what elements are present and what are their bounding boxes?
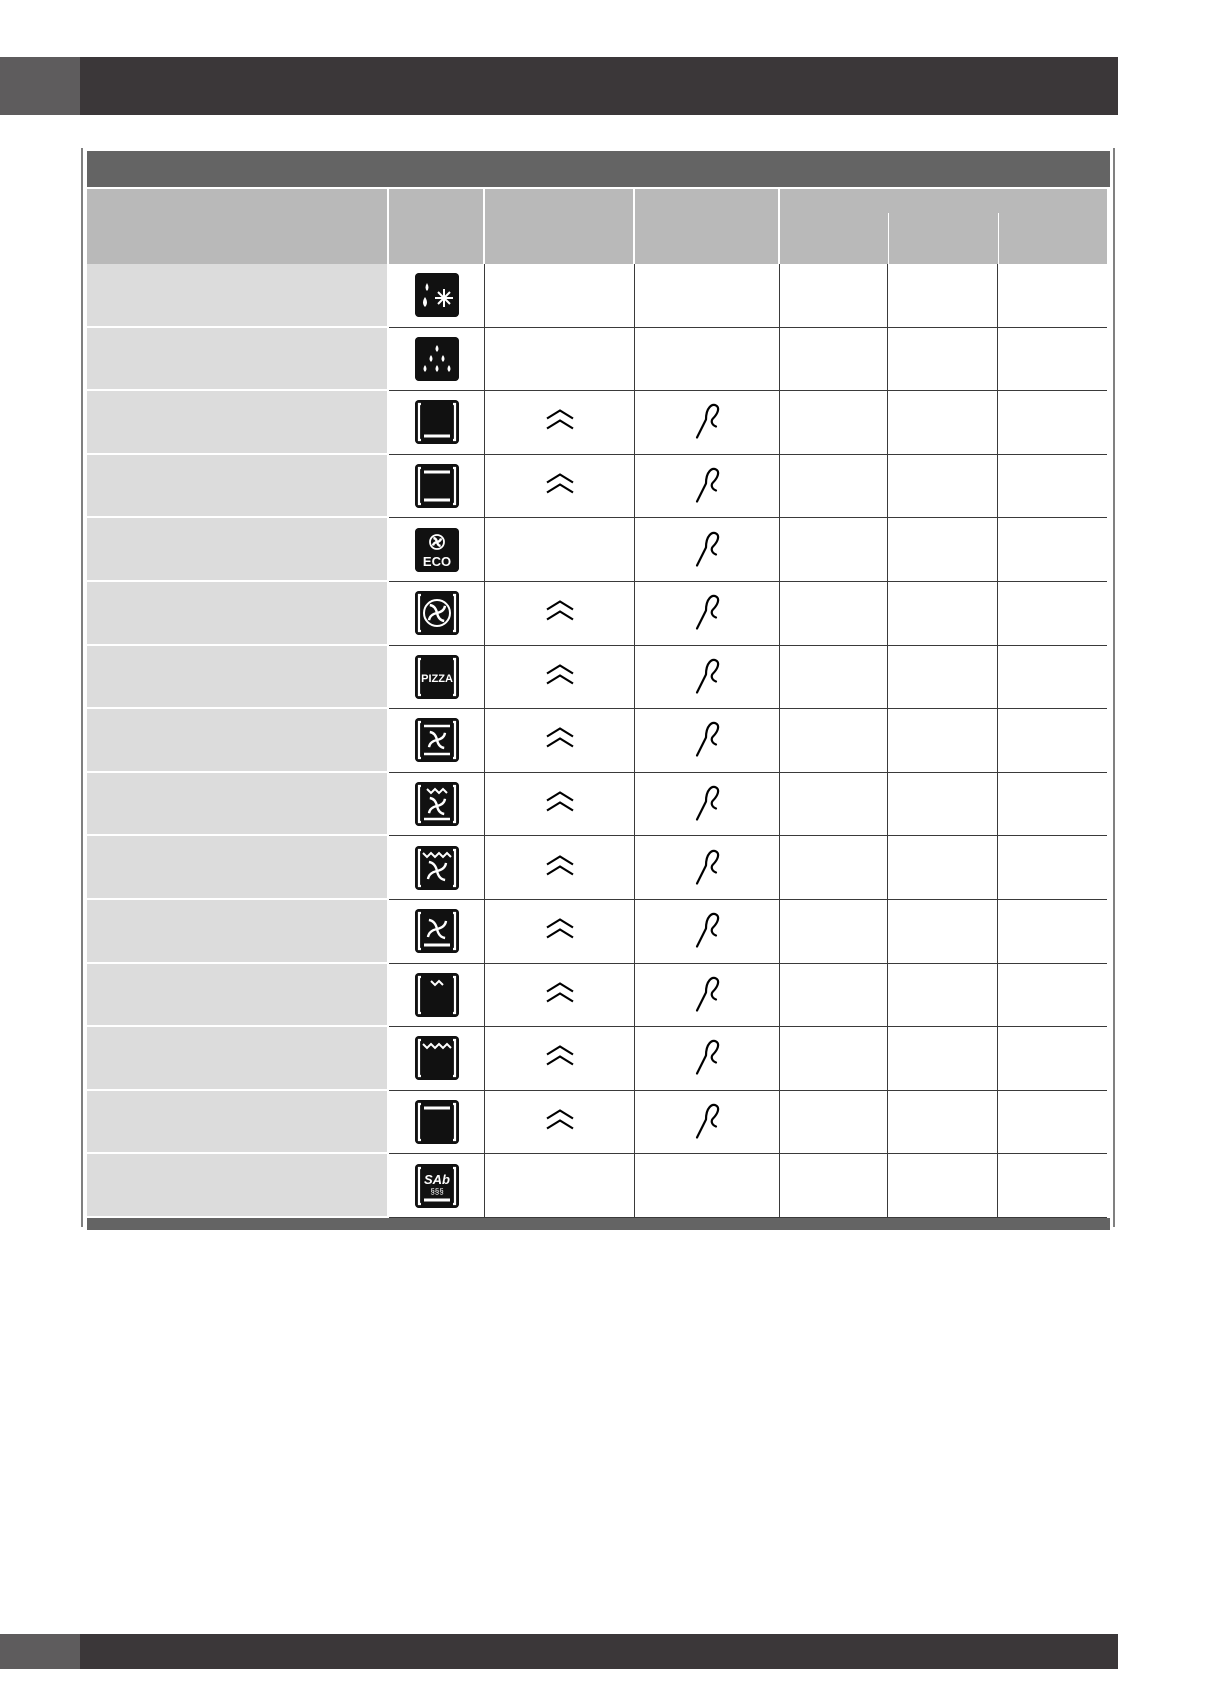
page-footer-tab	[0, 1634, 80, 1669]
double-chevron-up-icon	[543, 917, 577, 946]
cell-sub3	[998, 773, 1107, 837]
fan-top-bottom-icon	[415, 718, 459, 762]
meat-probe-icon	[692, 972, 722, 1017]
double-chevron-up-icon	[543, 472, 577, 501]
double-chevron-up-icon	[543, 853, 577, 882]
meat-probe-icon	[692, 400, 722, 445]
symbol-cell	[389, 709, 485, 773]
symbol-cell	[389, 773, 485, 837]
cell-sub1	[780, 836, 888, 900]
cell-col3	[485, 964, 635, 1028]
header-subdivider	[998, 213, 999, 264]
small-grill-icon	[415, 973, 459, 1017]
cell-col3	[485, 455, 635, 519]
cell-col3	[485, 709, 635, 773]
cell-sub1	[780, 1027, 888, 1091]
function-name-cell	[87, 518, 389, 582]
header-col4	[635, 189, 780, 264]
cell-sub1	[780, 900, 888, 964]
cell-sub2	[888, 455, 998, 519]
cell-col3	[485, 264, 635, 328]
cell-sub1	[780, 455, 888, 519]
cell-sub2	[888, 518, 998, 582]
cell-sub1	[780, 264, 888, 328]
header-subdivider	[888, 213, 889, 264]
symbol-cell	[389, 518, 485, 582]
cell-col3	[485, 1091, 635, 1155]
cell-col4	[635, 1027, 780, 1091]
cell-sub3	[998, 1154, 1107, 1218]
cell-sub3	[998, 264, 1107, 328]
meat-probe-icon	[692, 1036, 722, 1081]
header-group	[780, 189, 1107, 264]
cell-sub2	[888, 328, 998, 392]
function-name-cell	[87, 455, 389, 519]
top-heat-icon	[415, 1100, 459, 1144]
cell-col3	[485, 773, 635, 837]
symbol-cell	[389, 1154, 485, 1218]
table-bottom-bar	[87, 1218, 1110, 1230]
symbol-cell	[389, 264, 485, 328]
function-name-cell	[87, 328, 389, 392]
cell-col4	[635, 900, 780, 964]
cell-col3	[485, 836, 635, 900]
table-title-bar	[87, 151, 1110, 187]
cell-sub1	[780, 709, 888, 773]
cell-sub3	[998, 900, 1107, 964]
header-function	[87, 189, 389, 264]
meat-probe-icon	[692, 654, 722, 699]
symbol-cell	[389, 1091, 485, 1155]
cell-sub2	[888, 391, 998, 455]
cell-col3	[485, 1027, 635, 1091]
function-name-cell	[87, 264, 389, 328]
sabbath-icon	[415, 1164, 459, 1208]
eco-fan-icon	[415, 528, 459, 572]
page-header-band	[0, 57, 1118, 115]
bottom-heat-icon	[415, 400, 459, 444]
cell-sub2	[888, 582, 998, 646]
meat-probe-icon	[692, 782, 722, 827]
meat-probe-icon	[692, 591, 722, 636]
page-footer-band	[0, 1634, 1118, 1669]
cell-sub2	[888, 646, 998, 710]
function-name-cell	[87, 773, 389, 837]
fan-full-grill-icon	[415, 846, 459, 890]
cell-sub3	[998, 455, 1107, 519]
svg-text:SAb: SAb	[423, 1171, 450, 1187]
cell-sub2	[888, 836, 998, 900]
full-grill-icon	[415, 1036, 459, 1080]
double-chevron-up-icon	[543, 726, 577, 755]
svg-text:ECO: ECO	[422, 553, 451, 569]
cell-sub2	[888, 1154, 998, 1218]
function-name-cell	[87, 646, 389, 710]
cell-col3	[485, 1154, 635, 1218]
cell-sub1	[780, 518, 888, 582]
cell-col4	[635, 264, 780, 328]
cell-sub1	[780, 391, 888, 455]
cell-sub1	[780, 646, 888, 710]
cell-col4	[635, 1091, 780, 1155]
cell-sub2	[888, 964, 998, 1028]
cell-sub1	[780, 582, 888, 646]
double-chevron-up-icon	[543, 662, 577, 691]
defrost-icon	[415, 273, 459, 317]
meat-probe-icon	[692, 1100, 722, 1145]
cell-col3	[485, 646, 635, 710]
cell-col4	[635, 836, 780, 900]
cell-sub3	[998, 582, 1107, 646]
cell-sub2	[888, 1027, 998, 1091]
symbol-cell	[389, 328, 485, 392]
cell-sub3	[998, 709, 1107, 773]
cell-sub3	[998, 646, 1107, 710]
table-grid	[87, 189, 1110, 1218]
cell-sub2	[888, 709, 998, 773]
cell-sub3	[998, 328, 1107, 392]
double-chevron-up-icon	[543, 980, 577, 1009]
symbol-cell	[389, 1027, 485, 1091]
cell-col4	[635, 518, 780, 582]
steam-drops-icon	[415, 337, 459, 381]
cell-sub1	[780, 964, 888, 1028]
double-chevron-up-icon	[543, 1108, 577, 1137]
svg-text:§§§: §§§	[429, 1186, 444, 1196]
table-frame-left	[81, 148, 83, 1227]
symbol-cell	[389, 836, 485, 900]
cell-sub1	[780, 328, 888, 392]
cell-sub3	[998, 836, 1107, 900]
function-name-cell	[87, 1154, 389, 1218]
cell-col3	[485, 582, 635, 646]
cell-col4	[635, 1154, 780, 1218]
symbol-cell	[389, 900, 485, 964]
functions-table	[87, 151, 1110, 1230]
cell-sub2	[888, 900, 998, 964]
fan-circle-icon	[415, 591, 459, 635]
double-chevron-up-icon	[543, 1044, 577, 1073]
cell-col4	[635, 582, 780, 646]
cell-sub2	[888, 264, 998, 328]
double-chevron-up-icon	[543, 790, 577, 819]
cell-col3	[485, 518, 635, 582]
symbol-cell	[389, 455, 485, 519]
cell-sub1	[780, 1091, 888, 1155]
cell-col3	[485, 391, 635, 455]
cell-sub2	[888, 773, 998, 837]
cell-col3	[485, 328, 635, 392]
header-col3	[485, 189, 635, 264]
header-symbol	[389, 189, 485, 264]
function-name-cell	[87, 582, 389, 646]
cell-col3	[485, 900, 635, 964]
cell-sub1	[780, 1154, 888, 1218]
function-name-cell	[87, 391, 389, 455]
cell-col4	[635, 455, 780, 519]
symbol-cell	[389, 646, 485, 710]
function-name-cell	[87, 709, 389, 773]
cell-sub3	[998, 964, 1107, 1028]
meat-probe-icon	[692, 845, 722, 890]
symbol-cell	[389, 391, 485, 455]
cell-col4	[635, 328, 780, 392]
table-frame-right	[1113, 148, 1115, 1227]
function-name-cell	[87, 836, 389, 900]
top-bottom-heat-icon	[415, 464, 459, 508]
cell-col4	[635, 646, 780, 710]
function-name-cell	[87, 900, 389, 964]
double-chevron-up-icon	[543, 408, 577, 437]
cell-sub3	[998, 1091, 1107, 1155]
cell-col4	[635, 391, 780, 455]
page-header-tab	[0, 57, 80, 115]
meat-probe-icon	[692, 464, 722, 509]
pizza-icon	[415, 655, 459, 699]
function-name-cell	[87, 1091, 389, 1155]
function-name-cell	[87, 964, 389, 1028]
meat-probe-icon	[692, 718, 722, 763]
cell-col4	[635, 709, 780, 773]
cell-sub3	[998, 1027, 1107, 1091]
svg-text:PIZZA: PIZZA	[420, 672, 453, 685]
cell-sub2	[888, 1091, 998, 1155]
double-chevron-up-icon	[543, 599, 577, 628]
cell-sub3	[998, 391, 1107, 455]
symbol-cell	[389, 964, 485, 1028]
function-name-cell	[87, 1027, 389, 1091]
meat-probe-icon	[692, 527, 722, 572]
fan-bottom-icon	[415, 909, 459, 953]
cell-sub1	[780, 773, 888, 837]
meat-probe-icon	[692, 909, 722, 954]
symbol-cell	[389, 582, 485, 646]
cell-sub3	[998, 518, 1107, 582]
cell-col4	[635, 773, 780, 837]
cell-col4	[635, 964, 780, 1028]
fan-grill-icon	[415, 782, 459, 826]
